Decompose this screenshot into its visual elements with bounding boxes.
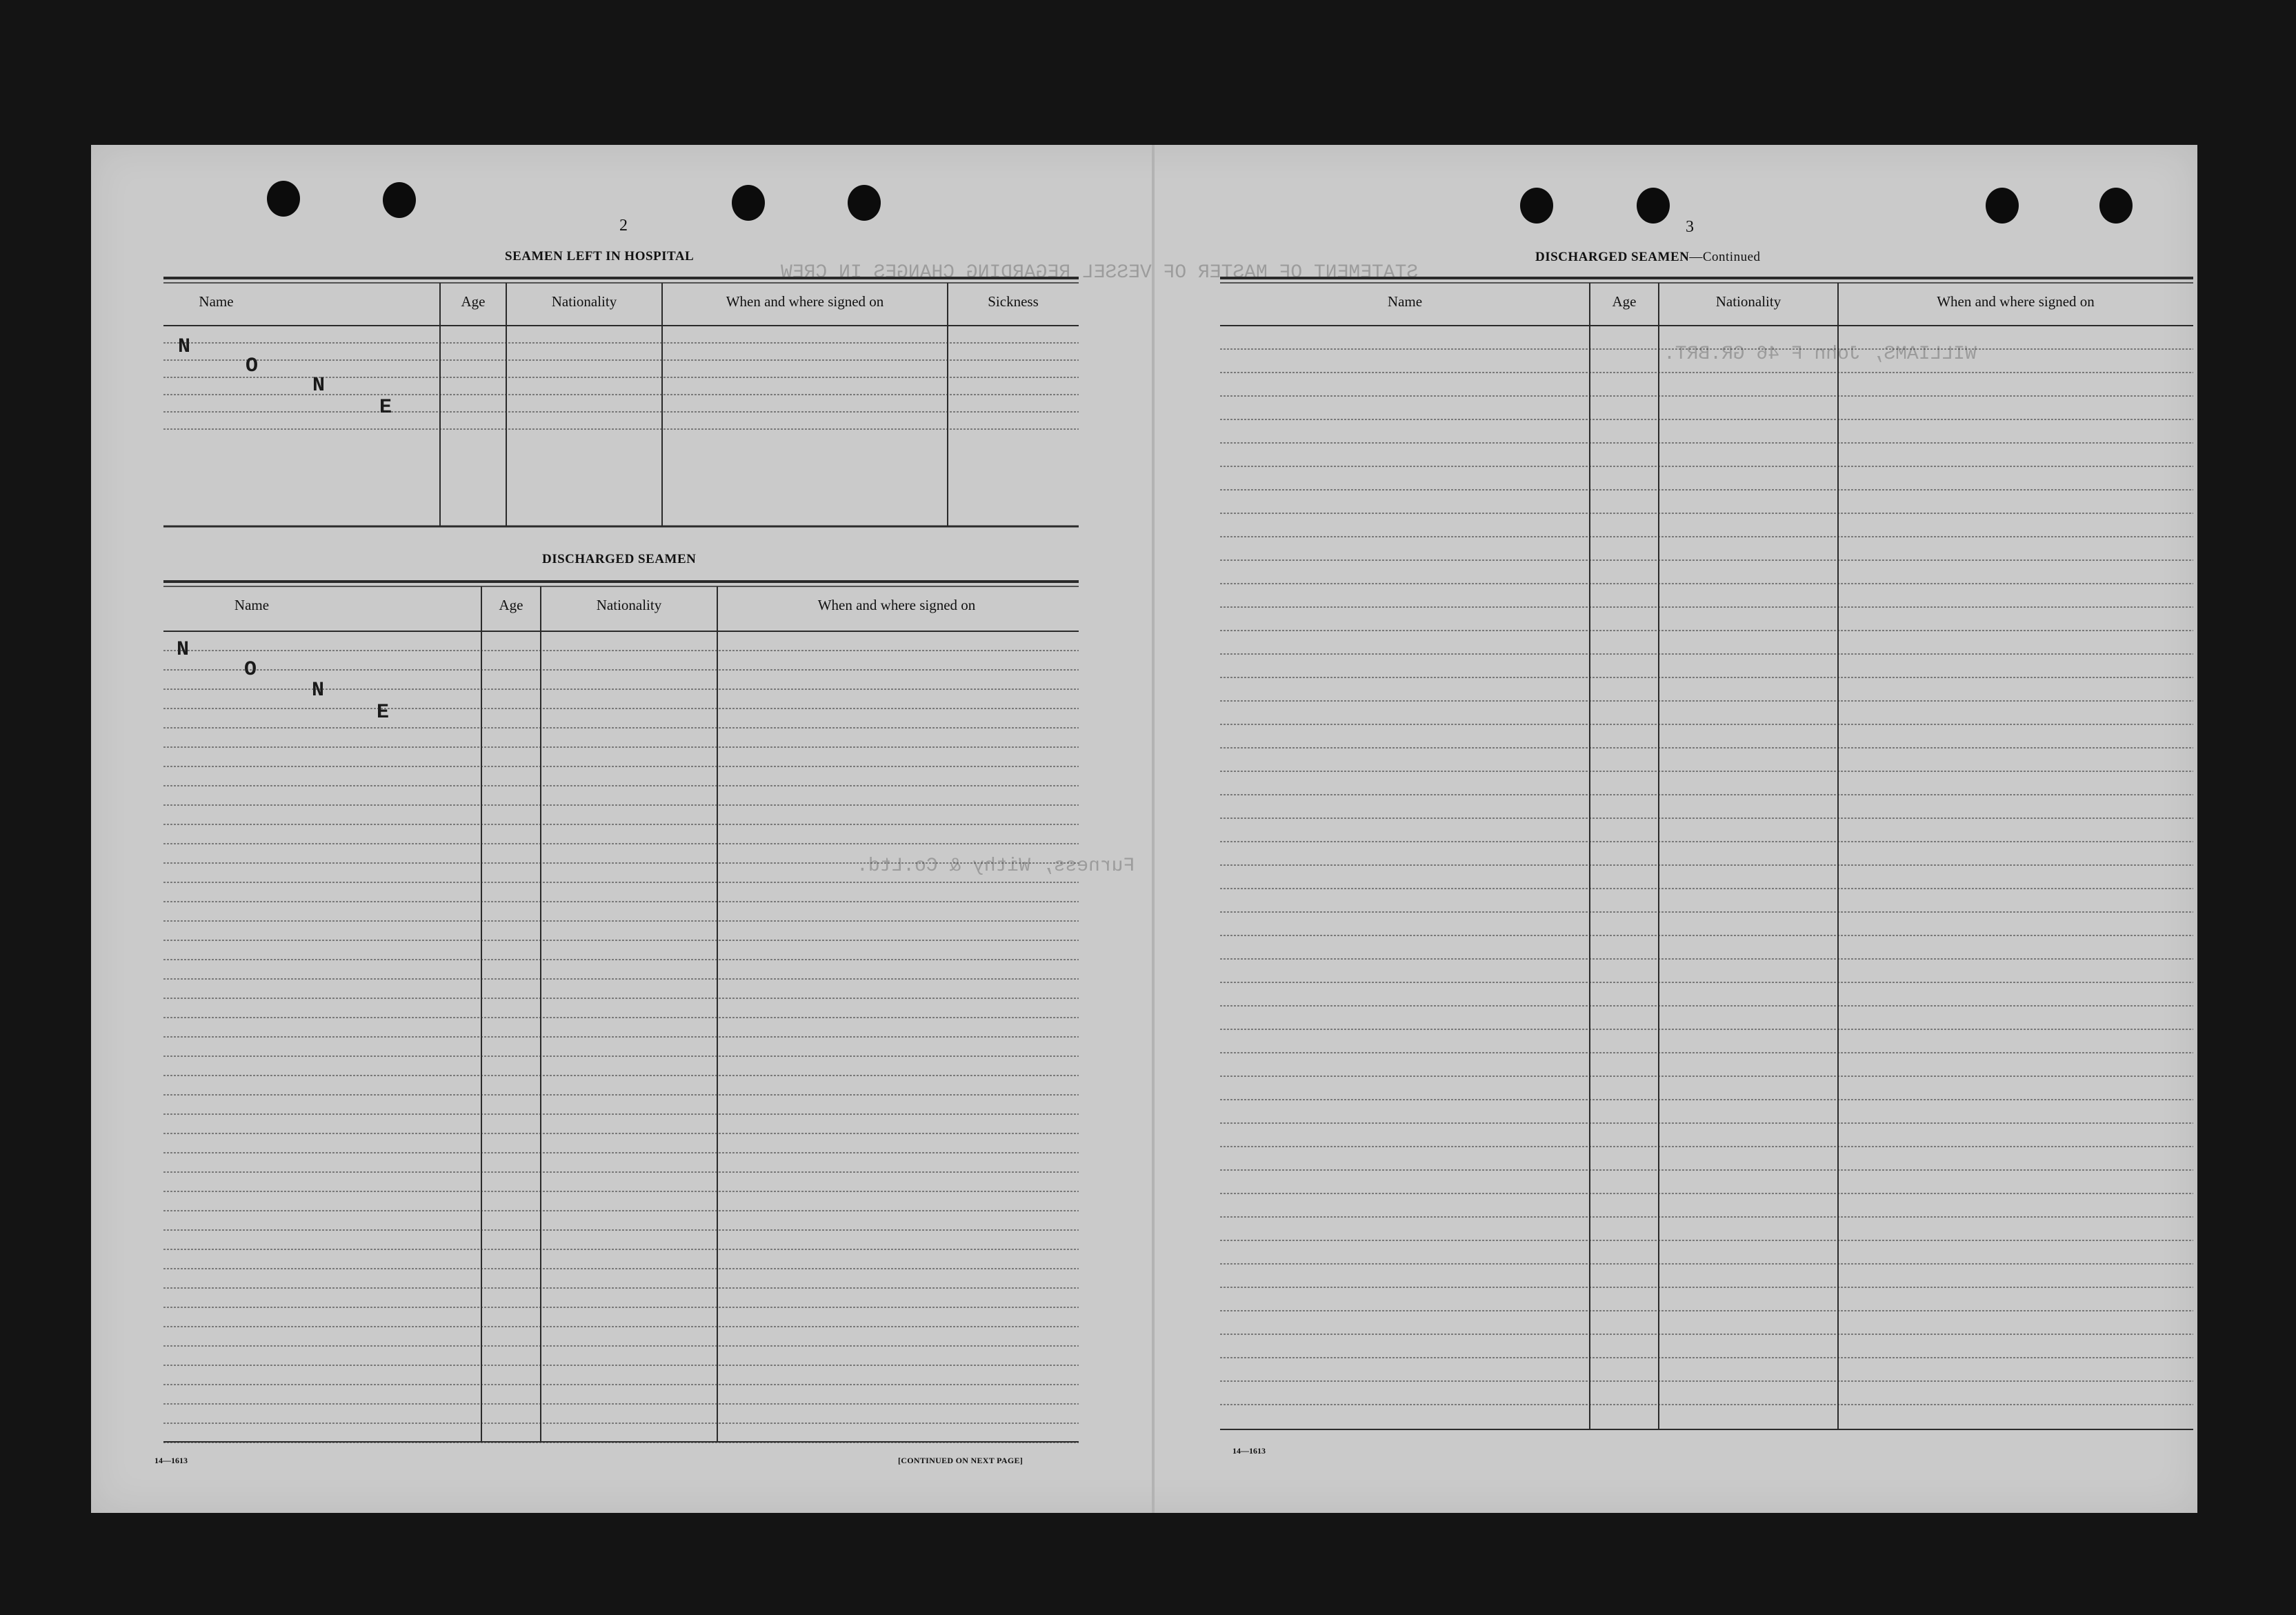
- form-ruling: [91, 145, 2197, 1513]
- document-sheet: [91, 145, 2197, 1513]
- column-header-nationality: Nationality: [551, 293, 617, 310]
- typed-letter: N: [312, 374, 326, 397]
- column-header-age: Age: [499, 597, 523, 613]
- bleed-through-text: STATEMENT OF MASTER OF VESSEL REGARDING CHANGES IN CREW: [781, 262, 1419, 284]
- column-header-signed-on: When and where signed on: [817, 597, 976, 613]
- column-header-age: Age: [461, 293, 486, 310]
- page-number: 2: [619, 217, 628, 235]
- column-header-name: Name: [199, 293, 234, 310]
- typed-letter: E: [379, 396, 392, 419]
- typed-letter: O: [244, 658, 257, 682]
- column-header-age: Age: [1612, 293, 1637, 310]
- typed-letter: N: [178, 335, 191, 359]
- section-title-discharged: DISCHARGED SEAMEN: [542, 552, 697, 566]
- continued-note: [CONTINUED ON NEXT PAGE]: [898, 1456, 1024, 1465]
- typed-letter: E: [377, 701, 390, 724]
- column-header-sickness: Sickness: [988, 293, 1039, 310]
- form-number: 14—1613: [1232, 1446, 1266, 1456]
- bleed-through-text: Furness, Withy & Co.Ltd.: [857, 855, 1135, 877]
- column-header-nationality: Nationality: [596, 597, 662, 613]
- typed-letter: N: [312, 679, 325, 702]
- typed-letter: O: [246, 355, 259, 378]
- form-number: 14—1613: [154, 1456, 188, 1465]
- column-header-name: Name: [234, 597, 270, 613]
- bleed-through-text: WILLIAMS, John F 46 GR.BRT.: [1664, 344, 1977, 365]
- column-header-name: Name: [1387, 293, 1423, 310]
- column-header-signed-on: When and where signed on: [726, 293, 884, 310]
- typed-letter: N: [177, 638, 190, 662]
- column-header-nationality: Nationality: [1715, 293, 1781, 310]
- page-number: 3: [1686, 218, 1694, 236]
- column-header-signed-on: When and where signed on: [1937, 293, 2095, 310]
- section-title-text: DISCHARGED SEAMEN: [1535, 250, 1690, 264]
- section-title-suffix: —Continued: [1689, 250, 1761, 264]
- section-title-hospital: SEAMEN LEFT IN HOSPITAL: [505, 249, 695, 264]
